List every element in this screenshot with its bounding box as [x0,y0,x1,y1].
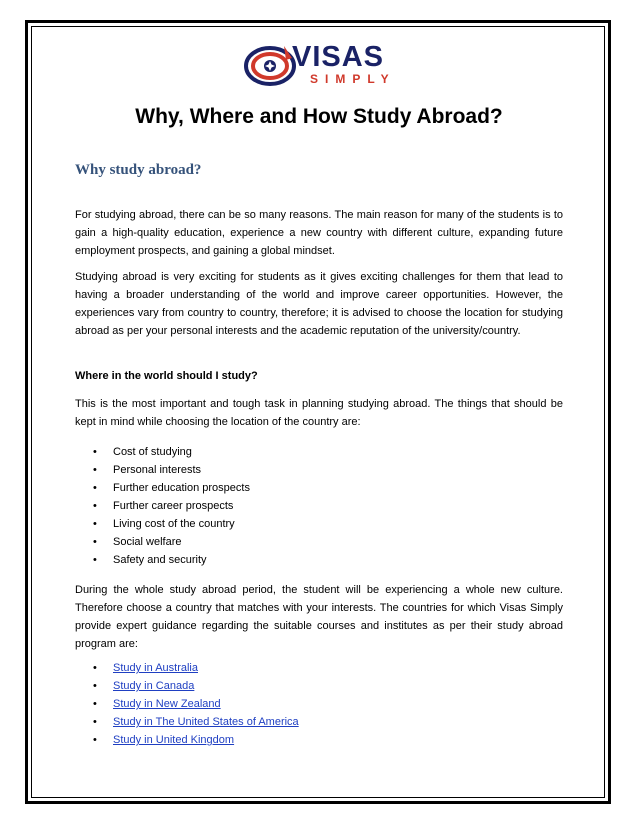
list-item [75,731,299,749]
list-item [75,551,250,569]
bullet-icon: • [93,464,97,476]
paragraph-culture: During the whole study abroad period, the student will be experiencing a whole new culture. Therefore choose a country that matches with your interests. The countries for which Visas Simply provide expert guidance regarding the suitable courses and institutes as per their study abroad program are: [75,584,563,650]
factor-text: Cost of studying [113,446,192,458]
factor-text: Personal interests [113,464,202,476]
bullet-icon: • [93,536,97,548]
factor-text: Further education prospects [113,482,250,494]
list-item [75,533,250,551]
visas-simply-logo [240,40,400,90]
bullet-icon: • [93,482,97,494]
list-item [75,443,250,461]
link-study-new-zealand[interactable]: Study in New Zealand [113,698,221,710]
factors-list [75,443,250,569]
link-study-uk[interactable]: Study in United Kingdom [113,734,235,746]
factor-text: Living cost of the country [113,518,235,530]
logo-brand-bottom: SIMPLY [310,72,396,86]
list-item [75,479,250,497]
bullet-icon: • [93,734,97,746]
list-item [75,515,250,533]
bullet-icon: • [93,680,97,692]
list-item [75,695,299,713]
link-study-canada[interactable]: Study in Canada [113,680,195,692]
bullet-icon: • [93,554,97,566]
factor-text: Further career prospects [113,500,234,512]
list-item [75,677,299,695]
country-links-list [75,659,299,749]
why-heading: Why study abroad? [75,162,202,178]
bullet-icon: • [93,716,97,728]
where-heading: Where in the world should I study? [75,370,258,382]
bullet-icon: • [93,518,97,530]
logo-brand-top: VISAS [292,41,385,73]
list-item [75,497,250,515]
bullet-icon: • [93,446,97,458]
list-item [75,713,299,731]
link-study-australia[interactable]: Study in Australia [113,662,198,674]
factor-text: Safety and security [113,554,207,566]
bullet-icon: • [93,500,97,512]
logo-emblem-icon [240,40,300,90]
list-item [75,461,250,479]
paragraph-important-task: This is the most important and tough task in planning studying abroad. The things that should be kept in mind while choosing the location of the country are: [75,398,563,428]
paragraph-exciting: Studying abroad is very exciting for students as it gives exciting challenges for them that lead to having a broader understanding of the world and improve career opportunities. However, the experiences vary from country to country, therefore; it is advised to choose the location for studying abroad as per your personal interests and the academic reputation of the university/country. [75,271,563,337]
bullet-icon: • [93,662,97,674]
page-title: Why, Where and How Study Abroad? [135,105,503,128]
factor-text: Social welfare [113,536,182,548]
bullet-icon: • [93,698,97,710]
link-study-usa[interactable]: Study in The United States of America [113,716,299,728]
paragraph-reasons: For studying abroad, there can be so many reasons. The main reason for many of the students is to gain a high-quality education, experience a new country with different culture, expanding future employment prospects, and gaining a global mindset. [75,209,563,257]
list-item [75,659,299,677]
